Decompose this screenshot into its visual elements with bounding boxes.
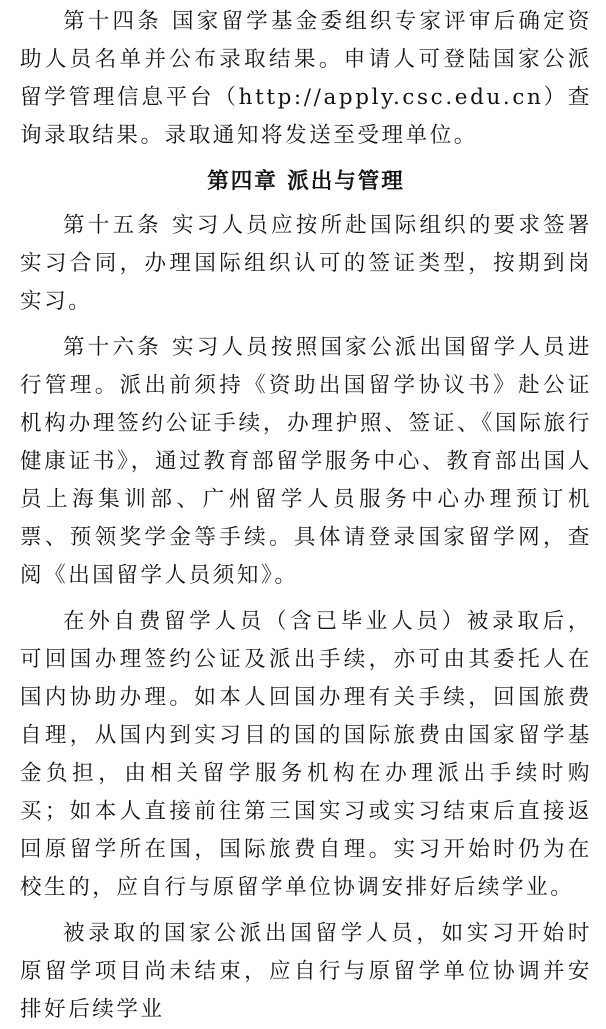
chapter-4-heading: 第四章 派出与管理 [207,169,405,194]
self-funded-paragraph: 在外自费留学人员（含已毕业人员）被录取后，可回国办理签约公证及派出手续，亦可由其委托人在国内协助办理。如本人回国办理有关手续，回国旅费自理，从国内到实习目的国的国际旅费由国家留学基金负担，由相关留学服务机构在办理派出手续时购买；如本人直接前往第三国实习或实习结束后直接返回原留学所在国，国际旅费自理。实习开始时仍为在校生的，应自行与原留学单位协调安排好后续学业。 [20,609,592,900]
article-15-paragraph: 第十五条 实习人员应按所赴国际组织的要求签署实习合同，办理国际组织认可的签证类型，按期到岗实习。 [20,213,592,314]
article-14-paragraph: 第十四条 国家留学基金委组织专家评审后确定资助人员名单并公布录取结果。申请人可登陆国家公派留学管理信息平台（http://apply.csc.edu.cn）查询录取结果。录取通知将发送至受理单位。 [20,9,592,148]
public-funded-paragraph: 被录取的国家公派出国留学人员，如实习开始时原留学项目尚未结束，应自行与原留学单位协调并安排好后续学业 [20,921,592,1022]
article-16-paragraph: 第十六条 实习人员按照国家公派出国留学人员进行管理。派出前须持《资助出国留学协议书》赴公证机构办理签约公证手续，办理护照、签证、《国际旅行健康证书》，通过教育部留学服务中心、教育部出国人员上海集训部、广州留学人员服务中心办理预订机票、预领奖学金等手续。具体请登录国家留学网，查阅《出国留学人员须知》。 [20,335,592,588]
